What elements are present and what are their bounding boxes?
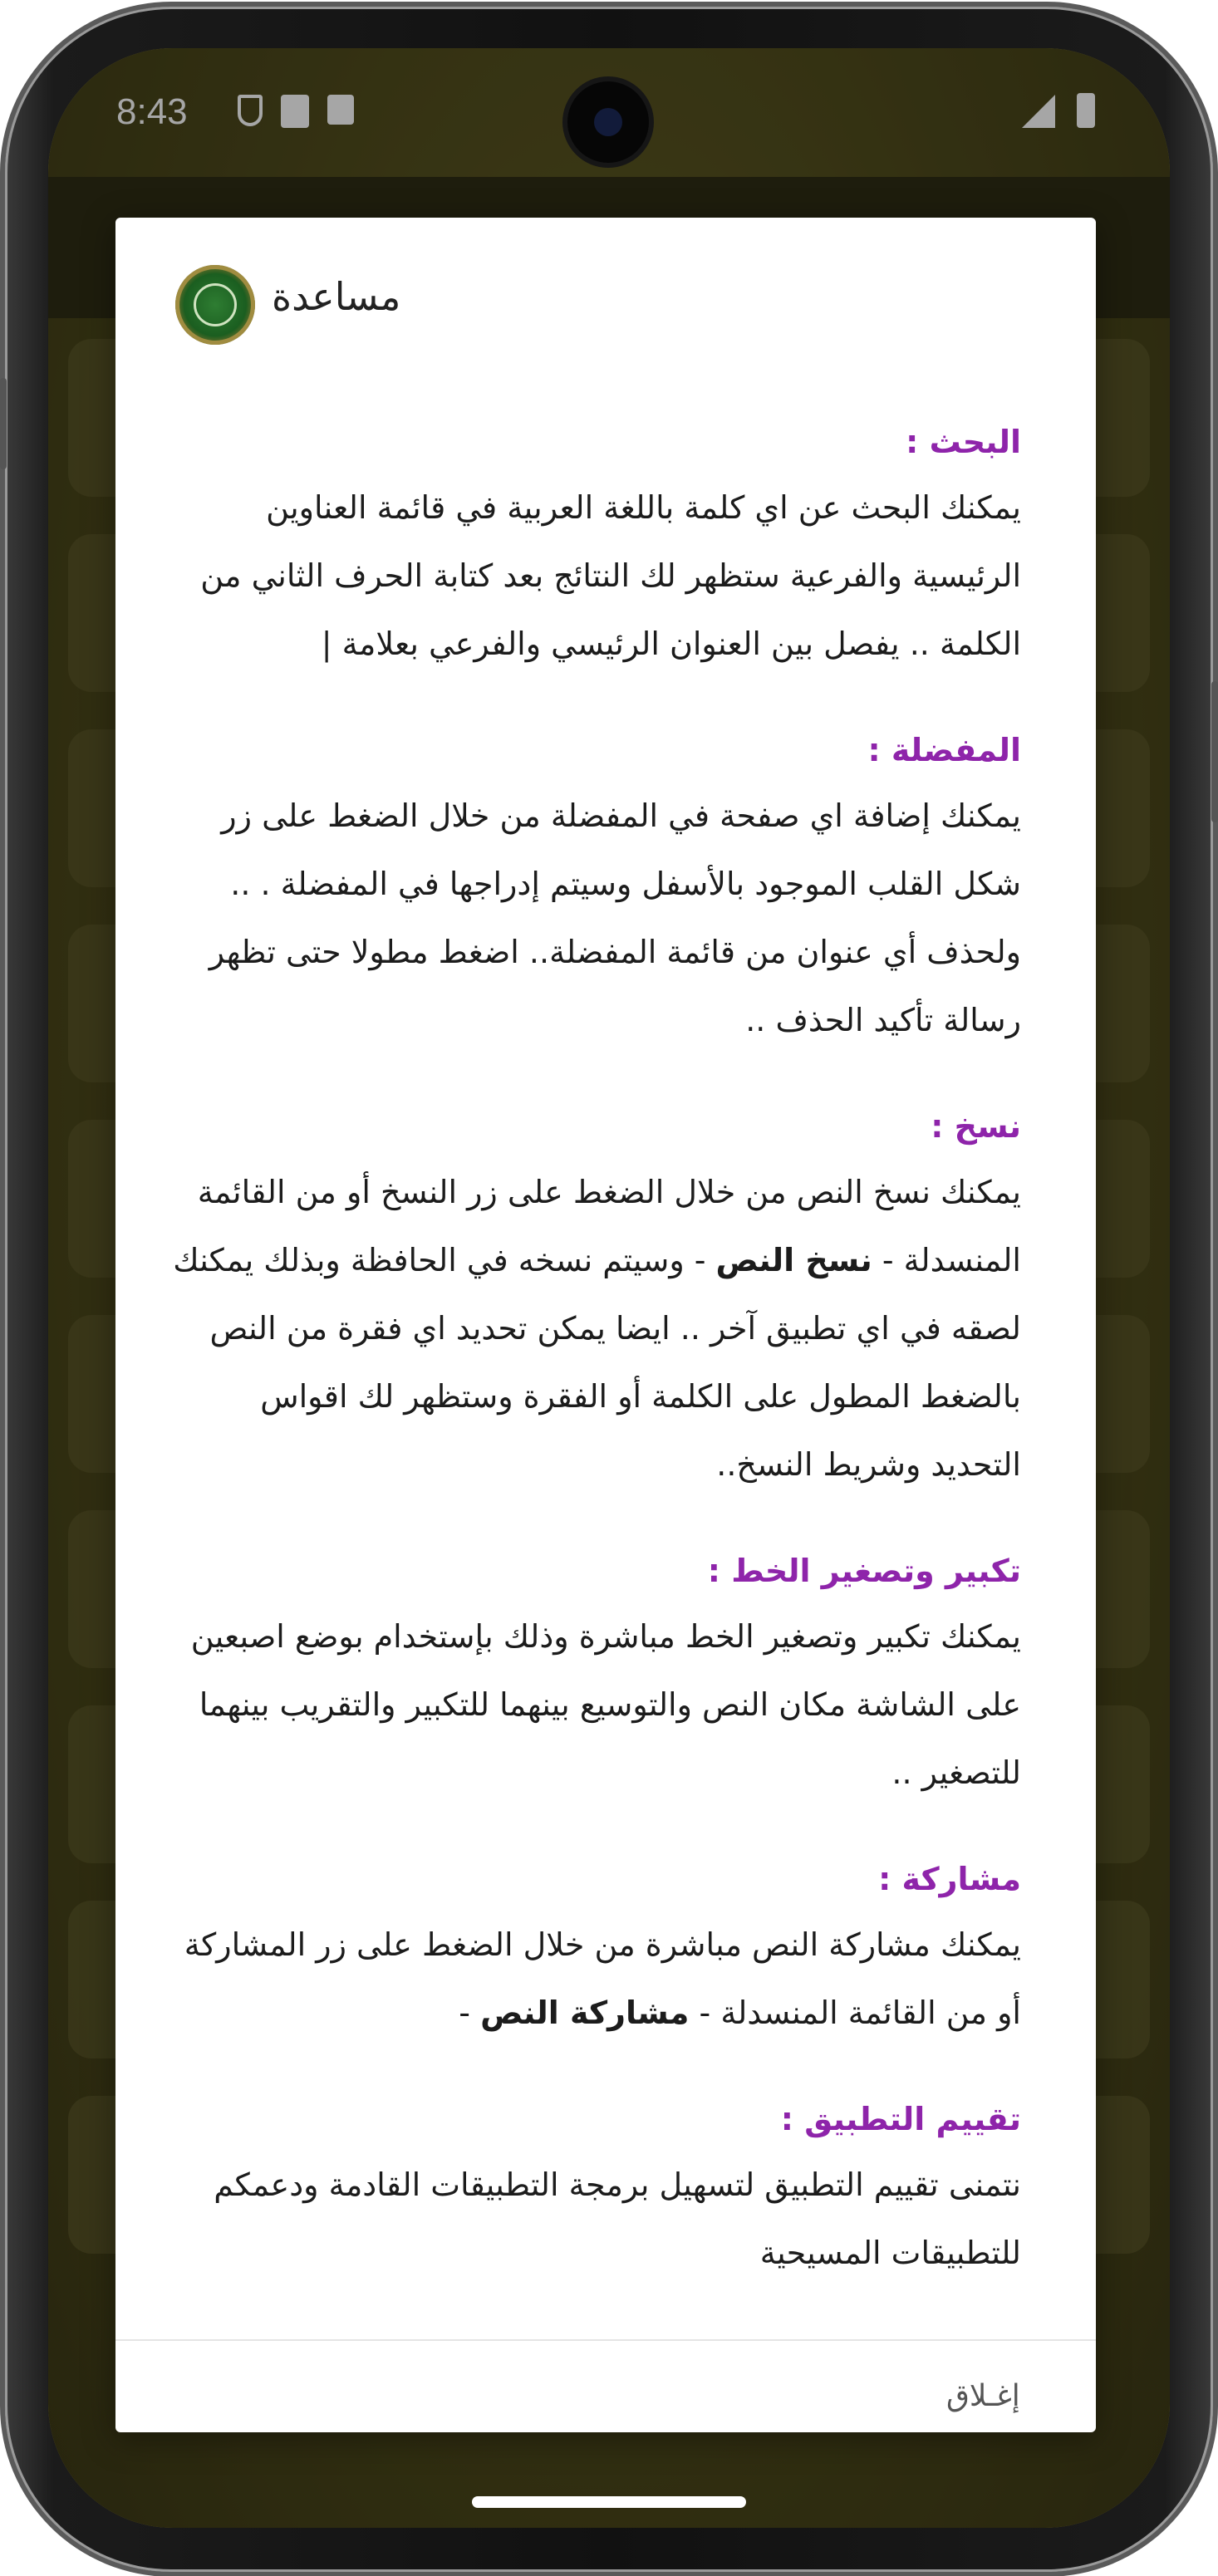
home-indicator[interactable]	[472, 2496, 746, 2508]
status-time: 8:43	[116, 91, 188, 132]
section-title: مشاركة :	[878, 1861, 1021, 1897]
section-text-bold: مشاركة النص	[480, 1995, 690, 2031]
section-title: تكبير وتصغير الخط :	[707, 1553, 1021, 1589]
section-title: المفضلة :	[867, 732, 1021, 768]
app-logo-icon	[175, 265, 255, 345]
dialog-header	[115, 218, 1096, 384]
section-title: نسخ :	[931, 1108, 1021, 1145]
section-text: يمكنك تكبير وتصغير الخط مباشرة وذلك بإستخدام بوضع اصبعين على الشاشة مكان النص والتوسيع بينهما للتكبير والتقريب بينهما للتصغير ..	[190, 1618, 1021, 1791]
section-text-part: يمكنك نسخ النص من خلال الضغط على زر النسخ أو من القائمة المنسدلة -	[197, 1174, 1021, 1278]
section-font-size	[165, 1546, 1021, 1807]
section-copy	[165, 1102, 1021, 1499]
section-favorites	[165, 725, 1021, 1054]
section-text	[165, 1158, 1021, 1499]
dialog-body[interactable]	[165, 417, 1021, 2334]
help-dialog	[115, 218, 1096, 2432]
section-text-part: يمكنك مشاركة النص مباشرة من خلال الضغط على زر المشاركة أو من القائمة المنسدلة -	[184, 1926, 1021, 2031]
section-rate	[165, 2094, 1021, 2287]
section-text	[165, 1911, 1021, 2047]
section-text: نتمنى تقييم التطبيق لتسهيل برمجة التطبيقات القادمة ودعمكم للتطبيقات المسيحية	[214, 2166, 1021, 2271]
phone-screen	[48, 48, 1170, 2528]
section-text: يمكنك البحث عن اي كلمة باللغة العربية في قائمة العناوين الرئيسية والفرعية ستظهر لك النتائج بعد كتابة الحرف الثاني من الكلمة .. يفصل بين العنوان الرئيسي والفرعي بعلامة |	[200, 489, 1021, 662]
section-share	[165, 1854, 1021, 2047]
section-text: يمكنك إضافة اي صفحة في المفضلة من خلال الضغط على زر شكل القلب الموجود بالأسفل وسيتم إدراجها في المفضلة . .. ولحذف أي عنوان من قائمة المفضلة.. اضغط مطولا حتى تظهر رسالة تأكيد الحذف ..	[209, 797, 1021, 1038]
volume-button	[1211, 681, 1218, 822]
close-button[interactable]: إغـلاق	[946, 2379, 1020, 2413]
section-text-part: - وسيتم نسخه في الحافظة وبذلك يمكنك لصقه في اي تطبيق آخر .. ايضا يمكن تحديد اي فقرة من النص بالضغط المطول على الكلمة أو الفقرة وستظهر لك اقواس التحديد وشريط النسخ..	[173, 1242, 1021, 1483]
section-title: تقييم التطبيق :	[780, 2101, 1021, 2137]
dialog-divider	[115, 2339, 1096, 2341]
section-search	[165, 417, 1021, 678]
section-text-bold: نسخ النص	[715, 1242, 872, 1278]
section-text-part: -	[459, 1995, 481, 2031]
dialog-title: مساعدة	[272, 274, 401, 319]
side-button	[0, 378, 7, 469]
section-title: البحث :	[906, 424, 1021, 460]
